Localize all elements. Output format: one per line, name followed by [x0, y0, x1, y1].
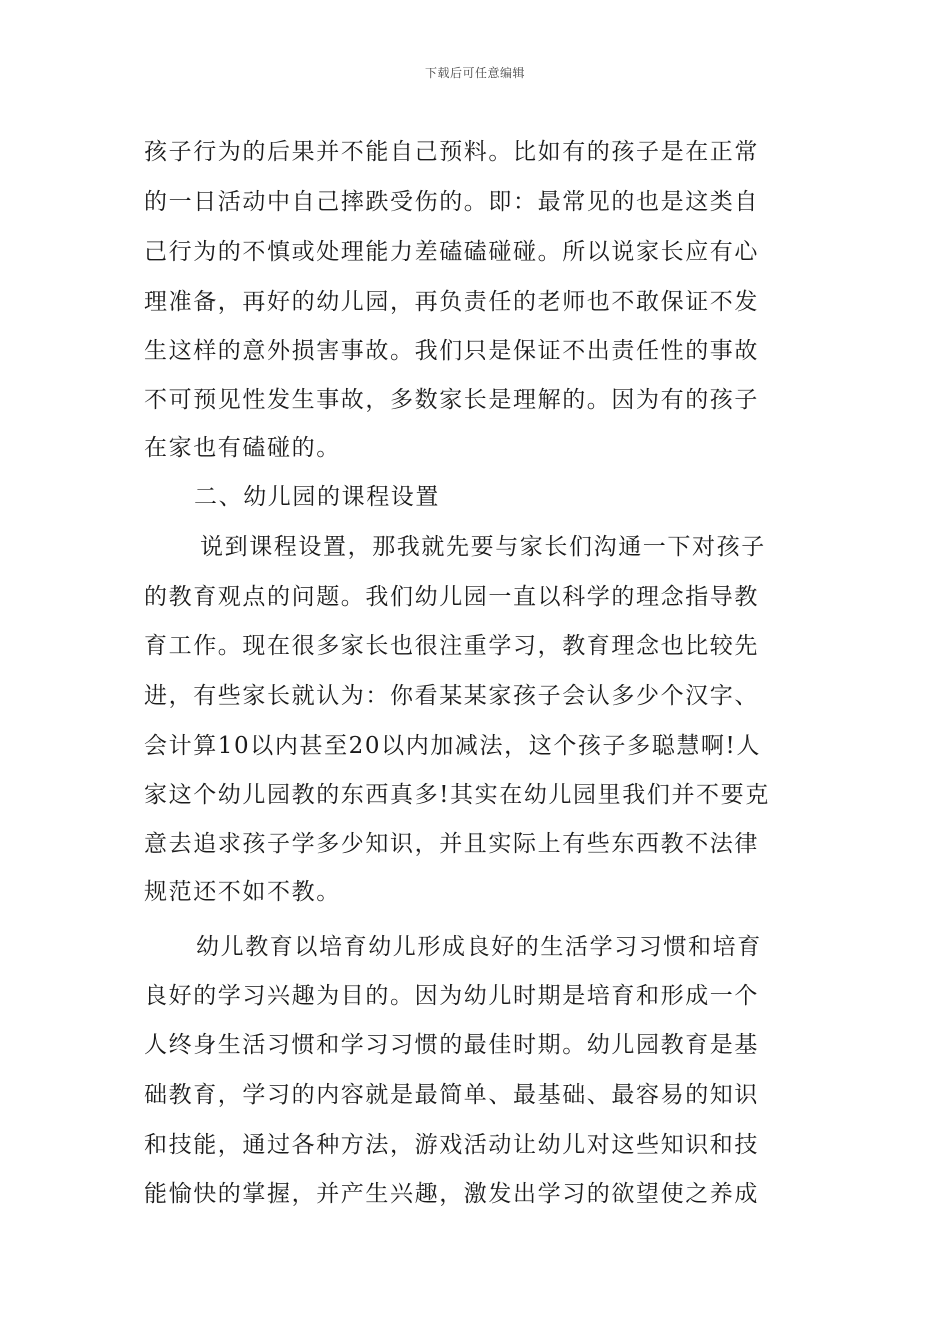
- body-line: 进，有些家长就认为：你看某某家孩子会认多少个汉字、: [144, 683, 759, 709]
- body-line: 的教育观点的问题。我们幼儿园一直以科学的理念指导教: [144, 584, 759, 610]
- body-line: 和技能，通过各种方法，游戏活动让幼儿对这些知识和技: [144, 1132, 759, 1158]
- section-heading: 二、幼儿园的课程设置: [194, 484, 440, 510]
- body-line: 家这个幼儿园教的东西真多!其实在幼儿园里我们并不要克: [144, 782, 770, 808]
- body-line: 不可预见性发生事故，多数家长是理解的。因为有的孩子: [144, 387, 759, 413]
- body-line: 己行为的不慎或处理能力差磕磕碰碰。所以说家长应有心: [144, 239, 759, 265]
- body-line: 会计算10以内甚至20以内加减法，这个孩子多聪慧啊!人: [144, 733, 761, 759]
- body-line: 育工作。现在很多家长也很注重学习，教育理念也比较先: [144, 633, 759, 659]
- body-line: 意去追求孩子学多少知识，并且实际上有些东西教不法律: [144, 831, 759, 857]
- body-line: 良好的学习兴趣为目的。因为幼儿时期是培育和形成一个: [144, 983, 759, 1009]
- body-line: 人终身生活习惯和学习习惯的最佳时期。幼儿园教育是基: [144, 1032, 759, 1058]
- body-line: 能愉快的掌握，并产生兴趣，激发出学习的欲望使之养成: [144, 1181, 759, 1207]
- body-line: 幼儿教育以培育幼儿形成良好的生活学习习惯和培育: [196, 934, 762, 960]
- body-line: 规范还不如不教。: [144, 879, 341, 905]
- body-line: 础教育，学习的内容就是最简单、最基础、最容易的知识: [144, 1082, 759, 1108]
- body-line: 理准备，再好的幼儿园，再负责任的老师也不敢保证不发: [144, 289, 759, 315]
- body-line: 的一日活动中自己摔跌受伤的。即：最常见的也是这类自: [144, 189, 759, 215]
- header-note: 下载后可任意编辑: [424, 66, 525, 80]
- body-line: 生这样的意外损害事故。我们只是保证不出责任性的事故: [144, 338, 759, 364]
- body-line: 在家也有磕碰的。: [144, 435, 341, 461]
- body-line: 孩子行为的后果并不能自己预料。比如有的孩子是在正常: [144, 139, 759, 165]
- body-line: 说到课程设置，那我就先要与家长们沟通一下对孩子: [200, 534, 766, 560]
